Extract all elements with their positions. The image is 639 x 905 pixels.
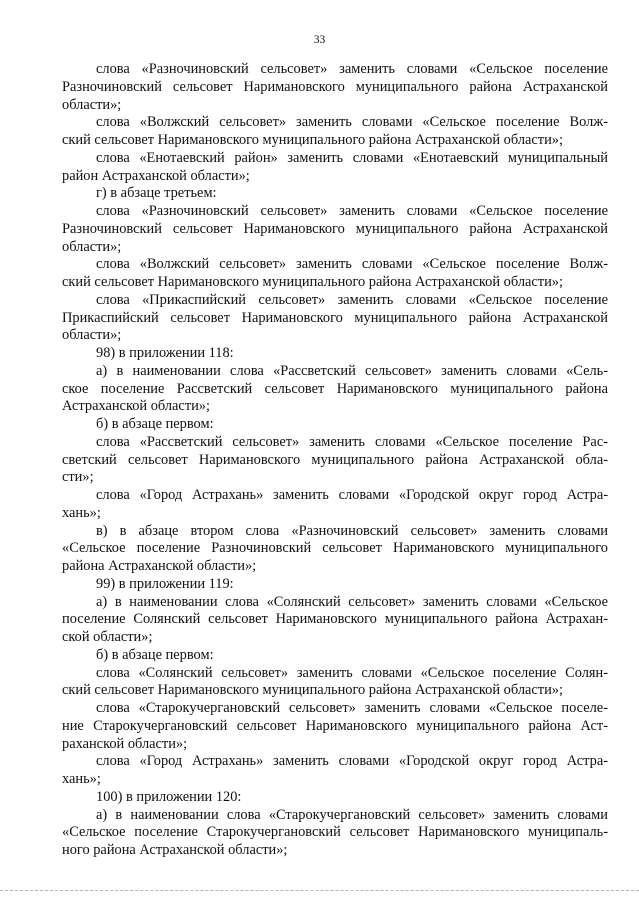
- text-line: г) в абзаце третьем:: [96, 185, 217, 202]
- text-line: а) в наименовании слова «Старокучергановский сельсовет» заменить словами: [96, 806, 608, 823]
- text-line: раханской области»;: [62, 735, 188, 752]
- page-bottom-rule: [0, 890, 639, 891]
- text-line: Разночиновский сельсовет Наримановского муниципального района Астраханской: [62, 78, 608, 95]
- text-line: район Астраханской области»;: [62, 167, 250, 184]
- text-line: ного района Астраханской области»;: [62, 842, 288, 858]
- text-line: слова «Разночиновский сельсовет» заменить словами «Сельское поселение: [96, 61, 608, 77]
- text-line: ский сельсовет Наримановского муниципального района Астраханской области»;: [62, 274, 563, 290]
- text-line: слова «Город Астрахань» заменить словами «Городской округ город Астра-: [96, 487, 608, 503]
- text-line: Разночиновский сельсовет Наримановского муниципального района Астраханской: [62, 220, 608, 237]
- text-line: хань»;: [62, 504, 101, 521]
- text-line: 99) в приложении 119:: [96, 575, 234, 592]
- text-line: в) в абзаце втором слова «Разночиновский сельсовет» заменить словами: [96, 522, 608, 539]
- text-line: «Сельское поселение Старокучергановский сельсовет Наримановского муниципаль-: [62, 824, 608, 841]
- text-line: области»;: [62, 238, 122, 255]
- text-line: б) в абзаце первом:: [96, 646, 214, 663]
- text-line: слова «Разночиновский сельсовет» заменить словами «Сельское поселение: [96, 203, 608, 219]
- text-line: слова «Старокучергановский сельсовет» заменить словами «Сельское поселе-: [96, 700, 608, 716]
- text-line: слова «Рассветский сельсовет» заменить словами «Сельское поселение Рас-: [96, 433, 608, 450]
- text-line: области»;: [62, 327, 122, 344]
- text-line: слова «Енотаевский район» заменить словами «Енотаевский муниципальный: [96, 149, 608, 166]
- text-line: слова «Город Астрахань» заменить словами «Городской округ город Астра-: [96, 753, 608, 770]
- text-line: хань»;: [62, 771, 101, 787]
- text-line: слова «Прикаспийский сельсовет» заменить словами «Сельское поселение: [96, 291, 608, 308]
- text-line: 98) в приложении 118:: [96, 345, 234, 361]
- text-line: поселение Солянский сельсовет Наримановского муниципального района Астрахан-: [62, 611, 608, 628]
- page-number: 33: [313, 34, 326, 46]
- text-line: слова «Солянский сельсовет» заменить словами «Сельское поселение Солян-: [96, 664, 608, 681]
- text-line: ский сельсовет Наримановского муниципального района Астраханской области»;: [62, 132, 563, 148]
- text-line: сти»;: [62, 469, 94, 486]
- text-line: а) в наименовании слова «Солянский сельсовет» заменить словами «Сельское: [96, 593, 608, 610]
- text-line: ской области»;: [62, 629, 153, 645]
- text-line: слова «Волжский сельсовет» заменить словами «Сельское поселение Волж-: [96, 256, 608, 273]
- text-line: светский сельсовет Наримановского муниципального района Астраханской обла-: [62, 451, 608, 468]
- text-line: 100) в приложении 120:: [96, 788, 242, 805]
- text-line: Прикаспийский сельсовет Наримановского муниципального района Астраханской: [62, 309, 608, 326]
- document-body: [62, 61, 608, 860]
- text-line: Астраханской области»;: [62, 398, 211, 415]
- text-line: района Астраханской области»;: [62, 558, 257, 574]
- text-line: «Сельское поселение Разночиновский сельсовет Наримановского муниципального: [62, 540, 608, 557]
- text-line: ние Старокучергановский сельсовет Наримановского муниципального района Аст-: [62, 717, 608, 734]
- text-line: слова «Волжский сельсовет» заменить словами «Сельское поселение Волж-: [96, 114, 608, 131]
- text-line: б) в абзаце первом:: [96, 416, 214, 432]
- text-line: а) в наименовании слова «Рассветский сельсовет» заменить словами «Сель-: [96, 362, 608, 379]
- text-line: ский сельсовет Наримановского муниципального района Астраханской области»;: [62, 682, 563, 699]
- text-line: ское поселение Рассветский сельсовет Наримановского муниципального района: [62, 380, 608, 397]
- text-line: области»;: [62, 96, 122, 113]
